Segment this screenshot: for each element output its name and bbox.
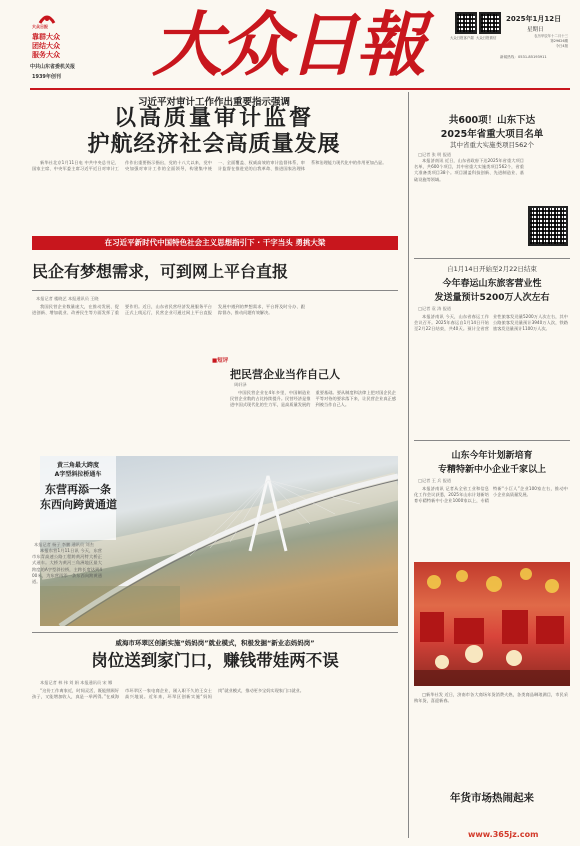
projects-headline: 2025年省重大项目名单 bbox=[440, 129, 544, 140]
market-headline: 年货市场热闹起来 bbox=[450, 792, 534, 804]
newspaper-title: 大众日報 bbox=[152, 3, 424, 86]
founded: 1939年创刊 bbox=[32, 74, 61, 80]
commentary-author: 周轩泽 bbox=[234, 382, 247, 387]
commentary-tag: ■短评 bbox=[212, 358, 229, 364]
hotline: 新闻热线：0531-85193911 bbox=[500, 55, 547, 59]
qr-code-icon bbox=[528, 206, 568, 246]
watermark: www.365jz.com bbox=[468, 830, 539, 839]
jobs-kicker: 威海市环翠区创新实施“妈妈岗”就业模式，积极发掘“新业态妈妈岗” bbox=[115, 639, 315, 647]
divider bbox=[32, 290, 398, 291]
spring-headline-1: 今年春运山东旅客营业性 bbox=[442, 279, 542, 289]
divider bbox=[414, 258, 570, 259]
commentary-body-text: 中国民营企业在4年多里，中国制造业民营企业数的占比持续提升。民营经济是推进中国式现代化的生力军，是高质量发展的重要基础。要从制度和法律上把对国企民企平等对待的要求落下来，让民营企业真正感到被当作自己人。 bbox=[230, 390, 396, 408]
market-photo bbox=[414, 562, 570, 686]
slogan-line: 团结大众 bbox=[32, 42, 60, 50]
masthead-rule bbox=[30, 88, 570, 90]
private-body-text: 我国民营企业数量庞大，在推动发展、促进创新、增加就业、改善民生等方面发挥了重要作用。近日，山东省民营经济发展服务平台正式上线运行，民营企业可通过网上平台直报发展中遇到的梦想需求，平台将及时分办、跟踪督办，推动问题有效解决。 bbox=[32, 304, 305, 316]
projects-body bbox=[414, 158, 524, 250]
slogan bbox=[32, 33, 60, 60]
projects-kicker: 共600项！山东下达 bbox=[448, 115, 536, 126]
sme-body-text: 本报济南讯 记者从全省工业和信息化工作会议获悉，2025年山东计划新培育专精特新中小企业1000家以上，专精特新“小巨人”企业100家左右，推动中小企业高质量发展。 bbox=[414, 486, 568, 504]
masthead bbox=[0, 0, 580, 92]
spring-body-text: 本报济南讯 今天，山东省春运工作会议召开。2025年春运自1月14日开始至2月22日结束，共40天。预计全省营业性旅客发送量5200万人次左右，其中公路旅客发送量预计3940万人次，铁路旅客发送量预计1100万人次。 bbox=[414, 314, 568, 332]
issue-info-line: 第29626期 bbox=[550, 39, 568, 43]
commentary-tag-label: 短评 bbox=[217, 358, 229, 364]
market-caption bbox=[414, 692, 568, 782]
bridge-headline-1: 东营再添一条 bbox=[45, 483, 111, 496]
bridge-kicker: 黄三角最大跨度 bbox=[56, 462, 99, 469]
qr-code-icon bbox=[479, 12, 501, 34]
qr-label: 大众日报微信 bbox=[476, 36, 497, 40]
column-divider bbox=[408, 92, 409, 838]
bridge-body bbox=[32, 548, 102, 622]
slogan-line: 靠群大众 bbox=[32, 33, 60, 41]
market-caption-text: □新华社发 近日，济南市各大商场年货消费火热，各类商品琳琅满目，市民采购年货，喜迎新春。 bbox=[414, 692, 568, 704]
jobs-body bbox=[32, 688, 398, 838]
issue-date: 2025年1月12日 bbox=[506, 15, 562, 23]
issue-info bbox=[508, 34, 568, 49]
jobs-byline: 本报记者 林 伟 刘 娟 本报通讯员 宋 娜 bbox=[40, 680, 113, 685]
commentary-body bbox=[230, 390, 396, 448]
divider bbox=[414, 440, 570, 441]
projects-byline: □记者 张 明 报道 bbox=[418, 152, 452, 157]
jobs-headline: 岗位送到家门口，赚钱带娃两不误 bbox=[91, 651, 339, 670]
party-emblem-icon bbox=[38, 10, 56, 24]
bridge-headline-2: 东西向跨黄通道 bbox=[40, 498, 117, 511]
private-byline: 本报记者 楼晓艺 本报通讯员 王晓 bbox=[36, 296, 99, 301]
sme-headline-2: 专精特新中小企业千家以上 bbox=[437, 465, 546, 475]
projects-subhead: 其中省重大实施类项目562个 bbox=[450, 141, 534, 149]
publisher: 中共山东省委机关报 bbox=[30, 64, 76, 70]
qr-code-icon bbox=[455, 12, 477, 34]
commentary-headline: 把民营企业当作自己人 bbox=[230, 368, 340, 381]
bridge-kicker-2: A字型斜拉桥通车 bbox=[54, 471, 102, 478]
bridge-caption-box bbox=[40, 456, 116, 540]
lead-body-text: 新华社北京1月11日电 中共中央总书记、国家主席、中央军委主席习近平近日对审计工作作出重要指示指出，党的十八大以来，党中央加强对审计工作的全面领导，构建集中统一、全面覆盖、权威高效的审计监督体系，审计监督在推进党的自我革命、推进国家治理体系和治理能力现代化中的作用更加凸显。 bbox=[32, 160, 387, 172]
spring-kicker: 自1月14日开始至2月22日结束 bbox=[447, 265, 537, 273]
private-headline: 民企有梦想需求，可到网上平台直报 bbox=[32, 262, 289, 281]
issue-info-line: 今日4版 bbox=[555, 44, 568, 48]
theme-banner bbox=[32, 236, 398, 250]
lead-kicker: 习近平对审计工作作出重要指示强调 bbox=[137, 97, 290, 108]
jobs-body-text: “这份工作离家近，时间灵活，既能照顾好孩子，又能增加收入，真是一举两得。”在威海市环翠区一家电商企业，刚入职不久的王女士高兴地说。近年来，环翠区创新实施“妈妈岗”就业模式，推动更多宝妈实现家门口就业。 bbox=[32, 688, 304, 700]
spring-byline: □记者 袁 涛 报道 bbox=[418, 306, 452, 311]
spring-body bbox=[414, 314, 568, 434]
theme-banner-text: 在习近平新时代中国特色社会主义思想指引下 · 干字当头 勇挑大梁 bbox=[104, 238, 326, 247]
issue-info-line: 农历甲辰年十二月十三 bbox=[534, 34, 568, 38]
commentary-box bbox=[210, 356, 398, 448]
spring-headline-2: 发送量预计5200万人次左右 bbox=[434, 293, 550, 303]
qr-label: 大众日报客户端 bbox=[450, 36, 474, 40]
bridge-body-text: 本报东营1月11日讯 今天，东营市东青高速公路工程跨黄河特大桥正式通车。大桥为黄河三角洲地区最大跨度的A字型斜拉桥，主跨长度达到400米，为东营再添一条东西向跨黄通道。 bbox=[32, 548, 102, 585]
projects-body-text: 本报济南讯 近日，山东省政府下达2025年省重大项目名单，共600个项目，其中省重大实施类项目562个，省重大准备类项目38个。项目涵盖科技创新、先进制造业、基础设施等领域。 bbox=[414, 158, 524, 182]
slogan-line: 服务大众 bbox=[32, 51, 60, 59]
sme-headline-1: 山东今年计划新培育 bbox=[451, 451, 533, 461]
lead-headline-2: 护航经济社会高质量发展 bbox=[87, 132, 341, 157]
sme-byline: □记者 王 兵 报道 bbox=[418, 478, 452, 483]
divider bbox=[32, 632, 398, 633]
lead-headline-1: 以高质量审计监督 bbox=[113, 106, 314, 131]
bridge-byline: 本报记者 杨子 李鹏 通讯员 刘杰 bbox=[34, 542, 94, 547]
issue-weekday: 星期日 bbox=[527, 27, 544, 33]
sme-body bbox=[414, 486, 568, 552]
lead-body bbox=[32, 160, 398, 232]
logo-caption: 大众日报 bbox=[32, 24, 48, 29]
